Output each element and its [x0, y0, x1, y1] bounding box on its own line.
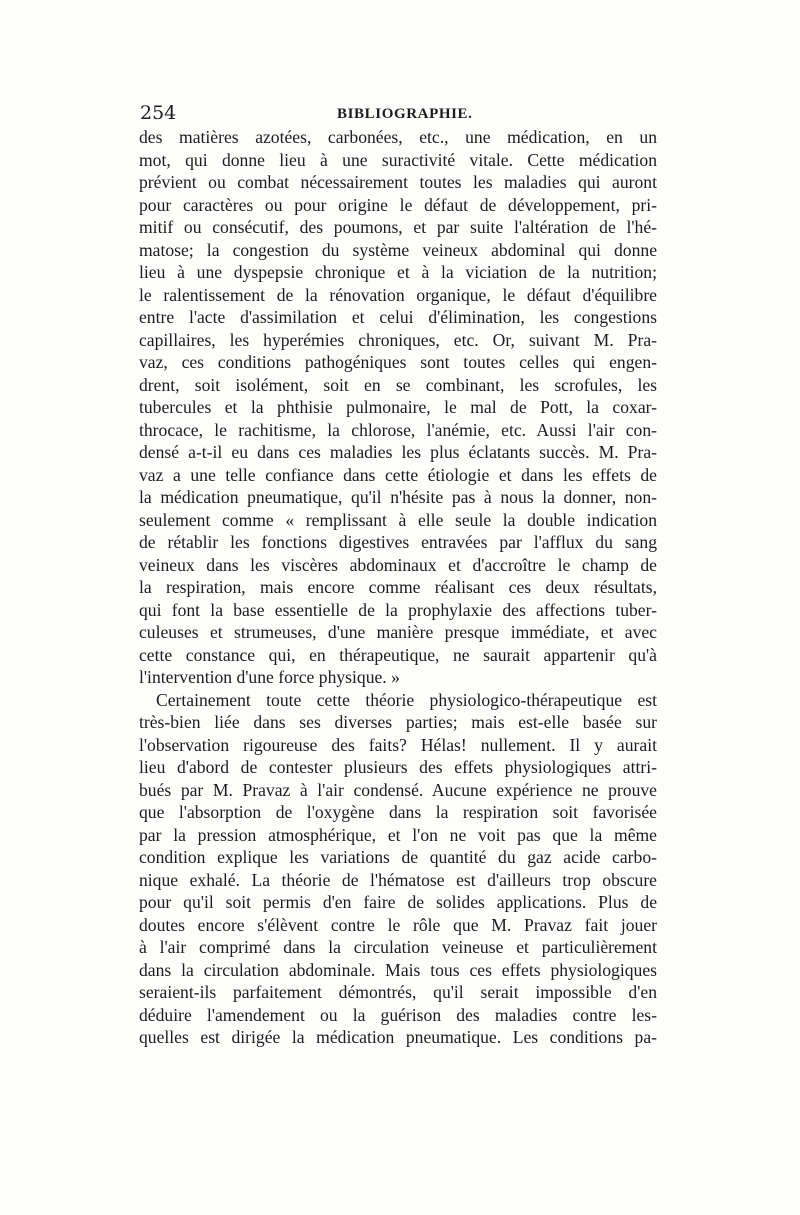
text-line: l'intervention d'une force physique. »	[139, 667, 400, 687]
text-line: très-bien liée dans ses diverses parties; mais est-elle basée sur	[139, 712, 657, 732]
text-line: des matières azotées, carbonées, etc., une médication, en un	[139, 127, 657, 147]
text-line: prévient ou combat nécessairement toutes les maladies qui auront	[139, 172, 657, 192]
text-line: de rétablir les fonctions digestives entravées par l'afflux du sang	[139, 532, 657, 552]
text-line: bués par M. Pravaz à l'air condensé. Aucune expérience ne prouve	[139, 779, 657, 800]
text-line: drent, soit isolément, soit en se combinant, les scrofules, les	[139, 374, 657, 395]
text-line: la respiration, mais encore comme réalisant ces deux résultats,	[139, 577, 657, 597]
running-title: BIBLIOGRAPHIE.	[337, 106, 473, 122]
text-line: quelles est dirigée la médication pneumatique. Les conditions pa-	[139, 1027, 657, 1047]
text-line: pour caractères ou pour origine le défaut de développement, pri-	[139, 194, 657, 215]
page-header	[140, 101, 660, 125]
text-line: cette constance qui, en thérapeutique, ne saurait appartenir qu'à	[139, 644, 657, 665]
text-line: throcace, le rachitisme, la chlorose, l'anémie, etc. Aussi l'air con-	[139, 419, 657, 440]
text-line: lieu d'abord de contester plusieurs des effets physiologiques attri-	[139, 757, 657, 777]
text-line: tubercules et la phthisie pulmonaire, le mal de Pott, la coxar-	[139, 397, 657, 417]
text-line: la médication pneumatique, qu'il n'hésite pas à nous la donner, non-	[139, 487, 657, 507]
text-line: doutes encore s'élèvent contre le rôle que M. Pravaz fait jouer	[139, 914, 657, 935]
text-line: nique exhalé. La théorie de l'hématose est d'ailleurs trop obscure	[139, 869, 657, 890]
text-line: condition explique les variations de quantité du gaz acide carbo-	[139, 847, 657, 867]
text-line: veineux dans les viscères abdominaux et d'accroître le champ de	[139, 554, 657, 575]
text-line: à l'air comprimé dans la circulation veineuse et particulièrement	[139, 937, 657, 957]
page-number: 254	[140, 102, 177, 124]
text-line: le ralentissement de la rénovation organique, le défaut d'équilibre	[139, 284, 657, 305]
text-line: mot, qui donne lieu à une suractivité vitale. Cette médication	[139, 149, 657, 170]
text-line: Certainement toute cette théorie physiologico-thérapeutique est	[156, 689, 657, 710]
text-line: vaz a une telle confiance dans cette étiologie et dans les effets de	[139, 464, 657, 485]
text-line: déduire l'amendement ou la guérison des maladies contre les-	[139, 1004, 657, 1025]
text-line: lieu à une dyspepsie chronique et à la viciation de la nutrition;	[139, 262, 657, 282]
text-line: mitif ou consécutif, des poumons, et par suite l'altération de l'hé-	[139, 217, 657, 237]
text-line: que l'absorption de l'oxygène dans la respiration soit favorisée	[139, 802, 657, 822]
text-line: densé a-t-il eu dans ces maladies les plus éclatants succès. M. Pra-	[139, 442, 657, 462]
text-line: seulement comme « remplissant à elle seule la double indication	[139, 509, 657, 530]
text-line: entre l'acte d'assimilation et celui d'élimination, les congestions	[139, 307, 657, 327]
text-line: l'observation rigoureuse des faits? Hélas! nullement. Il y aurait	[139, 734, 657, 755]
body-text	[139, 126, 657, 1049]
text-line: capillaires, les hyperémies chroniques, etc. Or, suivant M. Pra-	[139, 329, 657, 350]
text-line: pour qu'il soit permis d'en faire de solides applications. Plus de	[139, 892, 657, 912]
text-line: matose; la congestion du système veineux abdominal qui donne	[139, 239, 657, 260]
text-line: culeuses et strumeuses, d'une manière presque immédiate, et avec	[139, 622, 657, 642]
text-line: vaz, ces conditions pathogéniques sont toutes celles qui engen-	[139, 352, 657, 372]
text-line: qui font la base essentielle de la prophylaxie des affections tuber-	[139, 599, 657, 620]
text-line: par la pression atmosphérique, et l'on ne voit pas que la même	[139, 824, 657, 845]
text-line: seraient-ils parfaitement démontrés, qu'il serait impossible d'en	[139, 982, 657, 1002]
text-line: dans la circulation abdominale. Mais tous ces effets physiologiques	[139, 959, 657, 980]
